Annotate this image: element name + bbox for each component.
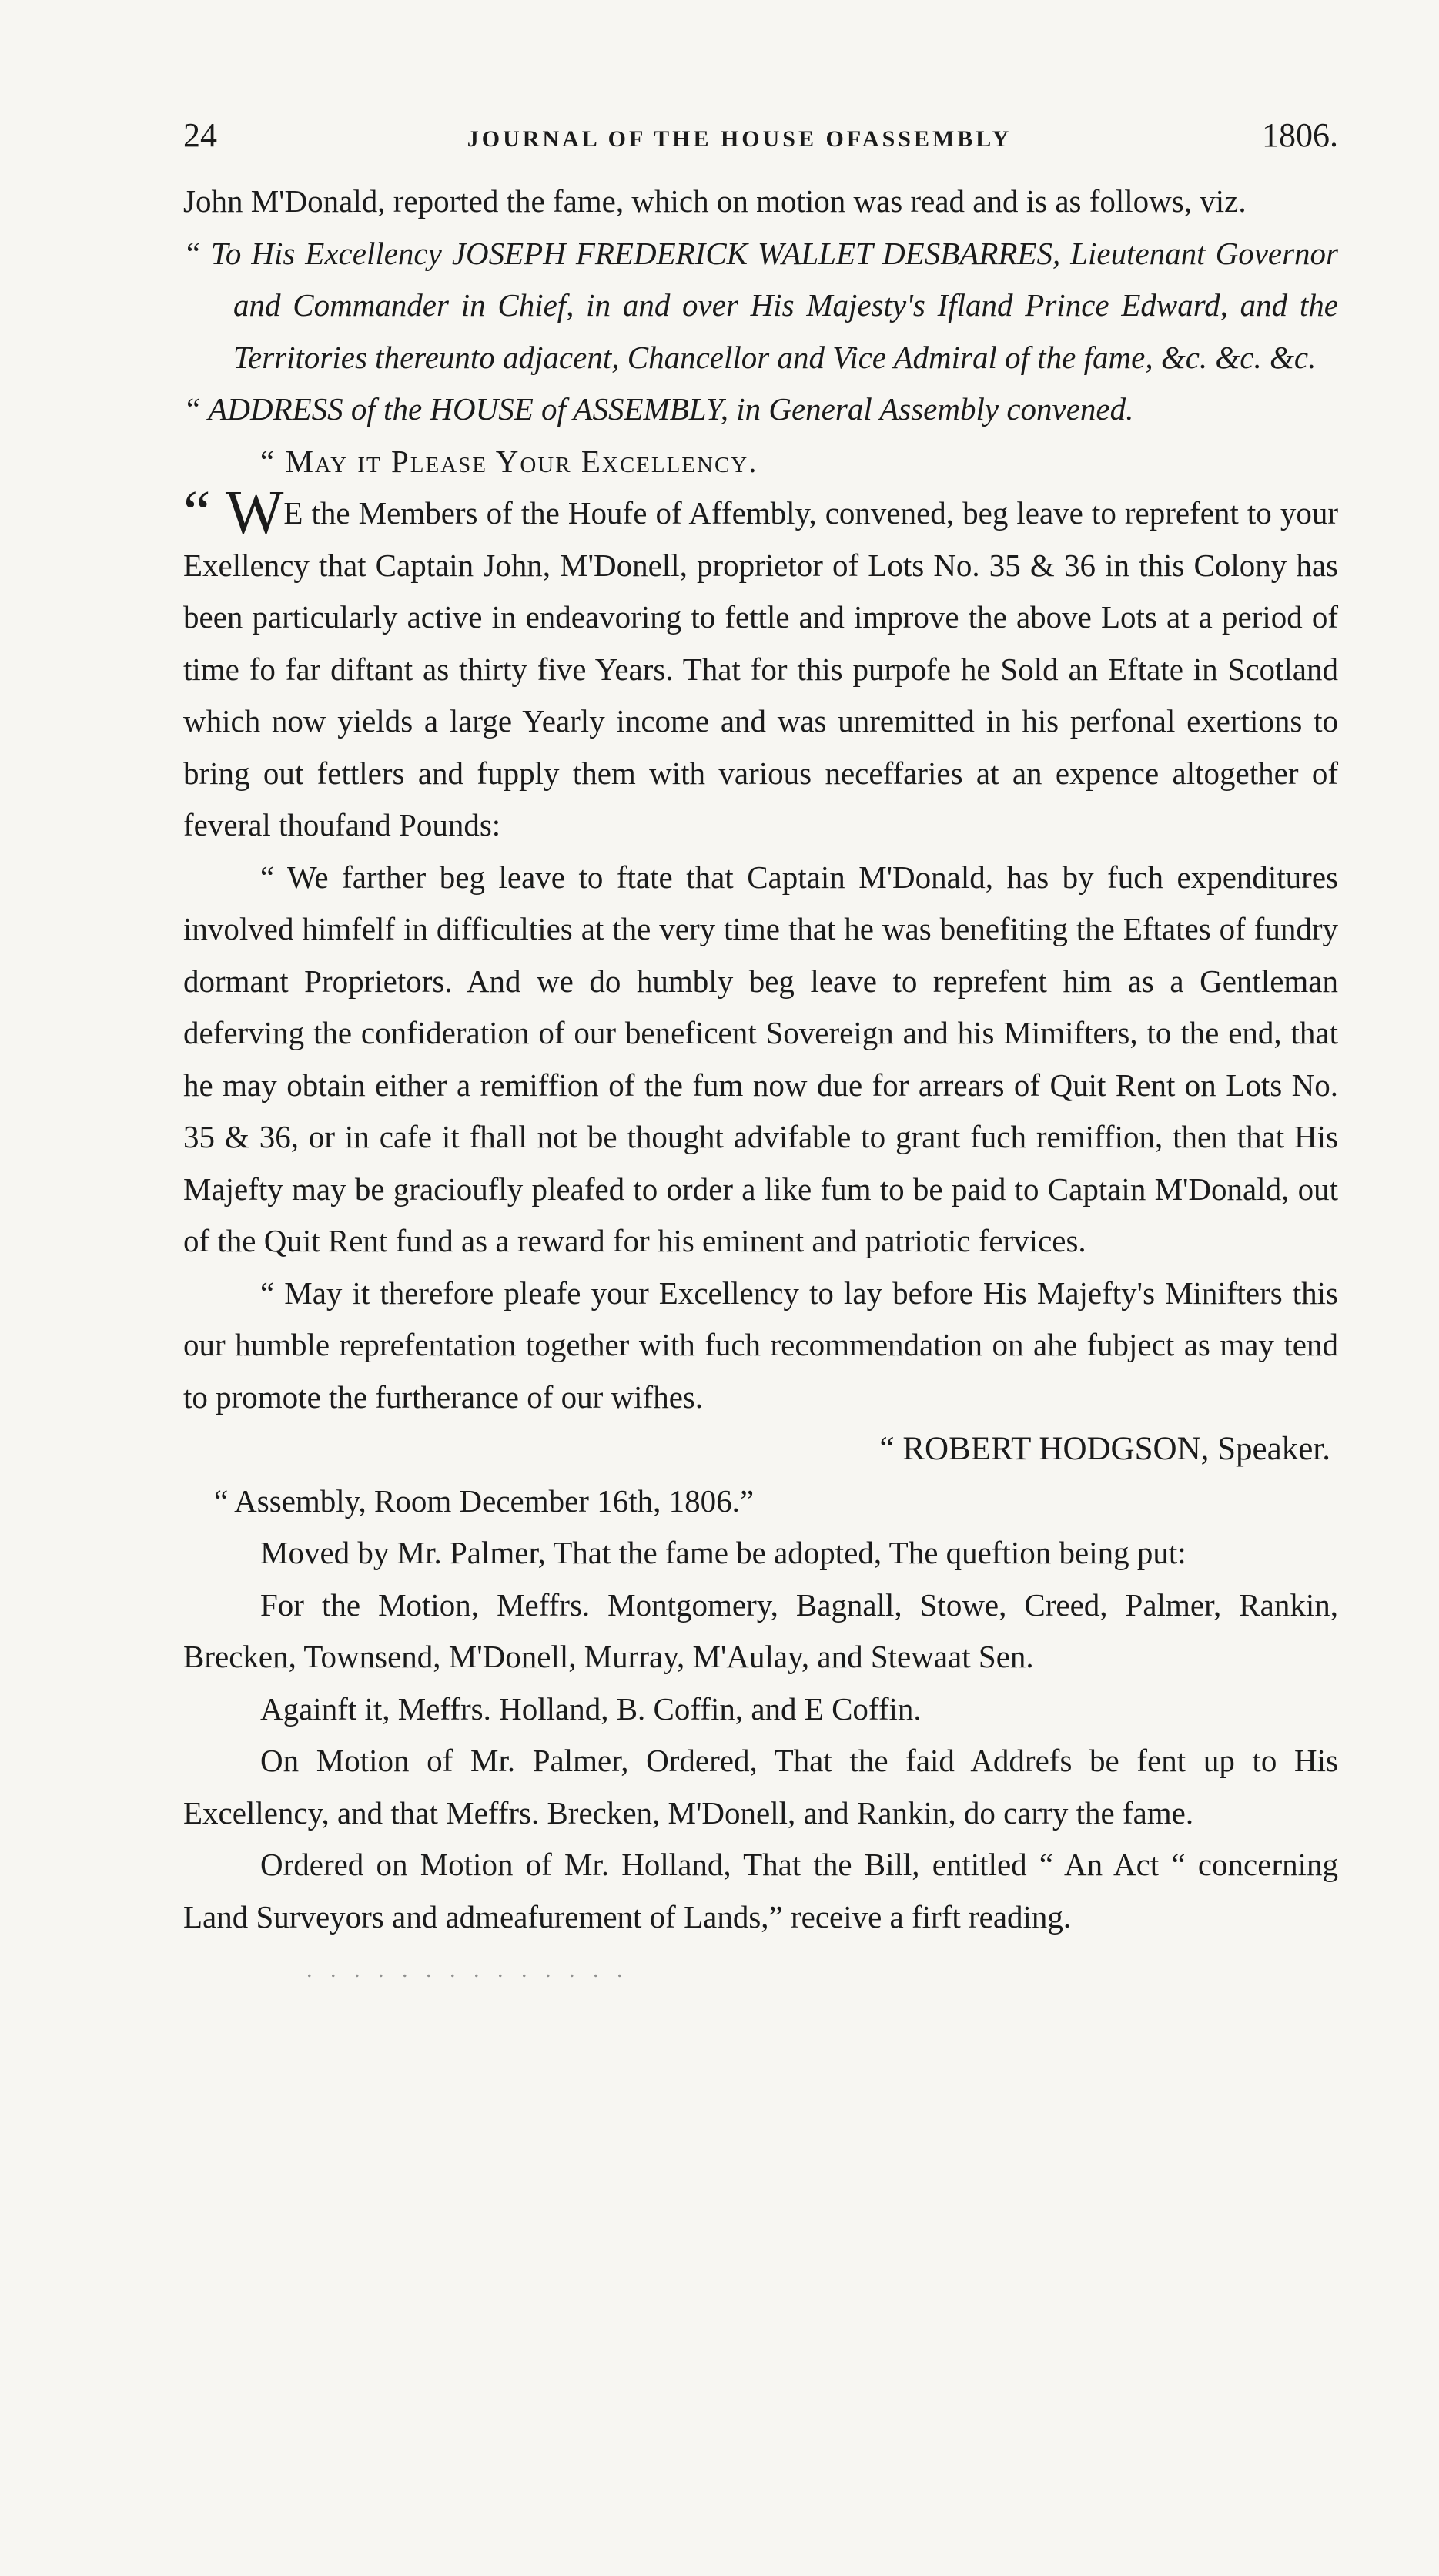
address-body-1-text: E the Members of the Houfe of Affembly, convened, beg leave to reprefent to your Exellency that Captain John, M'Donell, proprietor of Lots No. 35 & 36 in this Colony has been particularly active in endeavoring to fettle and improve the above Lots at a period of time fo far diftant as thirty five Years. That for this purpofe he Sold an Eftate in Scotland which now yields a large Yearly income and was unremitted in his perfonal exertions to bring out fettlers and fupply them with various neceffaries at an expence altogether of feveral thoufand Pounds: [183,495,1338,842]
address-heading: “ ADDRESS of the HOUSE of ASSEMBLY, in General Assembly convened. [183,391,1134,427]
address-body-1 [183,479,1338,852]
page-header [183,116,1338,169]
for-the-motion: For the Motion, Meffrs. Montgomery, Bagnall, Stowe, Creed, Palmer, Rankin, Brecken, Townsend, M'Donell, Murray, M'Aulay, and Stewaat Sen. [183,1586,1338,1674]
address-recipient: “ To His Excellency JOSEPH FREDERICK WALLET DESBARRES, Lieutenant Governor and Commander in Chief, in and over His Majesty's Ifland Prince Edward, and the Territories thereunto adjacent, Chancellor and Vice Admiral of the fame, &c. &c. &c. [183,235,1338,375]
faded-footer-text: . . . . . . . . . . . . . . [306,1957,629,1982]
intro-paragraph: John M'Donald, reported the fame, which on motion was read and is as follows, viz. [183,183,1247,219]
motion-palmer: Moved by Mr. Palmer, That the fame be adopted, The queftion being put: [260,1535,1186,1570]
assembly-date: “ Assembly, Room December 16th, 1806.” [214,1482,755,1519]
order-send-address: On Motion of Mr. Palmer, Ordered, That the faid Addrefs be fent up to His Excellency, and that Meffrs. Brecken, M'Donell, and Rankin, do carry the fame. [183,1743,1338,1831]
speaker-signature: “ ROBERT HODGSON, Speaker. [879,1431,1330,1467]
order-surveyors-bill: Ordered on Motion of Mr. Holland, That the Bill, entitled “ An Act “ concerning Land Surveyors and admeafurement of Lands,” receive a firft reading. [183,1847,1338,1935]
page-year: 1806. [1262,116,1338,154]
running-title: JOURNAL OF THE HOUSE OFASSEMBLY [467,126,1012,152]
address-body-2: “ We farther beg leave to ftate that Captain M'Donald, has by fuch expenditures involved himfelf in difficulties at the very time that he was benefiting the Eftates of fundry dormant Proprietors. And we do humbly beg leave to reprefent him as a Gentleman deferving the confideration of our beneficent Sovereign and his Mimifters, to the end, that he may obtain either a remiffion of the fum now due for arrears of Quit Rent on Lots No. 35 & 36, or in cafe it fhall not be thought advifable to grant fuch remiffion, then that His Majefty may be gracioufly pleafed to order a like fum to be paid to Captain M'Donald, out of the Quit Rent fund as a reward for his eminent and patriotic fervices. [183,859,1338,1258]
salutation: “ May it Please Your Excellency. [260,443,758,479]
address-body-3: “ May it therefore pleafe your Excellency to lay before His Majefty's Minifters this our humble reprefentation together with fuch recommendation on ahe fubject as may tend to promote the furtherance of our wifhes. [183,1275,1338,1415]
page-number: 24 [183,116,217,154]
drop-cap: “ W [183,479,284,547]
against-the-motion: Againft it, Meffrs. Holland, B. Coffin, and E Coffin. [260,1690,922,1727]
journal-page [183,116,1338,1983]
